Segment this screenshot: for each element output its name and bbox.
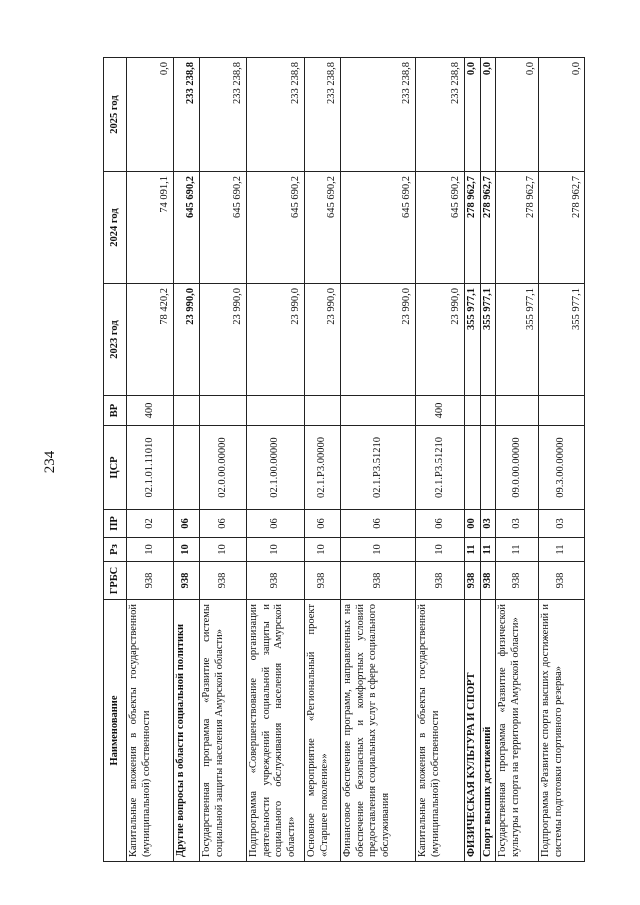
table-row: [305, 58, 341, 862]
row-csr: [480, 426, 496, 510]
row-pr: 06: [247, 510, 305, 538]
row-rz: 10: [247, 538, 305, 562]
row-rz: 10: [127, 538, 174, 562]
table-row: [200, 58, 247, 862]
row-grbs: 938: [416, 562, 465, 600]
header-rz: Рз: [104, 538, 127, 562]
row-vr: [247, 396, 305, 426]
row-vr: [539, 396, 585, 426]
row-name: Финансовое обеспечение программ, направленных на обеспечение безопасных и комфортных условий предоставления социальных услуг в сфере социального обслуживания: [341, 600, 416, 862]
table-row: [416, 58, 465, 862]
row-csr: 02.1.P3.00000: [305, 426, 341, 510]
row-pr: 03: [539, 510, 585, 538]
row-pr: 06: [416, 510, 465, 538]
row-2024: 278 962,7: [480, 172, 496, 284]
row-2025: 0,0: [539, 58, 585, 172]
row-vr: 400: [127, 396, 174, 426]
row-rz: 11: [465, 538, 481, 562]
row-grbs: 938: [247, 562, 305, 600]
table-row: [174, 58, 200, 862]
row-name: Капитальные вложения в объекты государственной (муниципальной) собственности: [416, 600, 465, 862]
row-pr: 06: [341, 510, 416, 538]
row-vr: [174, 396, 200, 426]
row-pr: 02: [127, 510, 174, 538]
row-grbs: 938: [200, 562, 247, 600]
table-row: [480, 58, 496, 862]
row-2025: 0,0: [496, 58, 539, 172]
row-2025: 0,0: [127, 58, 174, 172]
row-grbs: 938: [341, 562, 416, 600]
row-2024: 278 962,7: [496, 172, 539, 284]
table-row: [341, 58, 416, 862]
table-row: [465, 58, 481, 862]
row-name: Основное мероприятие «Региональный проект «Старшее поколение»»: [305, 600, 341, 862]
row-csr: 02.1.00.00000: [247, 426, 305, 510]
row-grbs: 938: [496, 562, 539, 600]
row-grbs: 938: [480, 562, 496, 600]
row-pr: 00: [465, 510, 481, 538]
row-2024: 278 962,7: [539, 172, 585, 284]
row-pr: 03: [496, 510, 539, 538]
row-csr: 02.1.P3.51210: [416, 426, 465, 510]
row-rz: 11: [480, 538, 496, 562]
row-csr: 02.1.P3.51210: [341, 426, 416, 510]
row-vr: [305, 396, 341, 426]
row-2025: 233 238,8: [341, 58, 416, 172]
row-2025: 233 238,8: [247, 58, 305, 172]
header-pr: ПР: [104, 510, 127, 538]
row-rz: 10: [305, 538, 341, 562]
page-number: 234: [42, 450, 58, 474]
row-vr: [465, 396, 481, 426]
table-row: [539, 58, 585, 862]
row-name: Подпрограмма «Совершенствование организации деятельности учреждений социальной защиты и социального обслуживания населения Амурской области»: [247, 600, 305, 862]
row-2023: 355 977,1: [496, 284, 539, 396]
row-2024: 74 091,1: [127, 172, 174, 284]
row-2023: 23 990,0: [341, 284, 416, 396]
header-2024: 2024 год: [104, 172, 127, 284]
row-grbs: 938: [539, 562, 585, 600]
row-2024: 278 962,7: [465, 172, 481, 284]
row-2024: 645 690,2: [341, 172, 416, 284]
row-2023: 23 990,0: [305, 284, 341, 396]
row-rz: 10: [174, 538, 200, 562]
header-row: [104, 58, 127, 862]
header-csr: ЦСР: [104, 426, 127, 510]
row-csr: 09.0.00.00000: [496, 426, 539, 510]
row-2023: 355 977,1: [480, 284, 496, 396]
row-2025: 0,0: [465, 58, 481, 172]
row-2025: 233 238,8: [416, 58, 465, 172]
row-grbs: 938: [465, 562, 481, 600]
row-grbs: 938: [305, 562, 341, 600]
budget-table: [103, 57, 585, 862]
row-name: ФИЗИЧЕСКАЯ КУЛЬТУРА И СПОРТ: [465, 600, 481, 862]
row-pr: 06: [200, 510, 247, 538]
rotated-table-wrapper: [103, 58, 582, 862]
row-2025: 233 238,8: [174, 58, 200, 172]
row-2025: 233 238,8: [200, 58, 247, 172]
row-csr: [174, 426, 200, 510]
row-csr: 09.3.00.00000: [539, 426, 585, 510]
header-2023: 2023 год: [104, 284, 127, 396]
row-vr: 400: [416, 396, 465, 426]
row-2025: 233 238,8: [305, 58, 341, 172]
row-rz: 10: [200, 538, 247, 562]
table-row: [496, 58, 539, 862]
row-csr: 02.1.01.11010: [127, 426, 174, 510]
row-csr: 02.0.00.00000: [200, 426, 247, 510]
row-grbs: 938: [127, 562, 174, 600]
row-2023: 23 990,0: [247, 284, 305, 396]
header-2025: 2025 год: [104, 58, 127, 172]
row-name: Государственная программа «Развитие системы социальной защиты населения Амурской области»: [200, 600, 247, 862]
table-row: [127, 58, 174, 862]
row-name: Государственная программа «Развитие физической культуры и спорта на территории Амурской области»: [496, 600, 539, 862]
row-pr: 03: [480, 510, 496, 538]
row-pr: 06: [174, 510, 200, 538]
row-2023: 23 990,0: [174, 284, 200, 396]
row-name: Подпрограмма «Развитие спорта высших достижений и системы подготовки спортивного резерва»: [539, 600, 585, 862]
row-2024: 645 690,2: [305, 172, 341, 284]
row-rz: 10: [341, 538, 416, 562]
header-name: Наименование: [104, 600, 127, 862]
row-csr: [465, 426, 481, 510]
row-2025: 0,0: [480, 58, 496, 172]
row-2024: 645 690,2: [247, 172, 305, 284]
row-2024: 645 690,2: [174, 172, 200, 284]
row-vr: [200, 396, 247, 426]
row-rz: 10: [416, 538, 465, 562]
row-2024: 645 690,2: [416, 172, 465, 284]
header-vr: ВР: [104, 396, 127, 426]
row-pr: 06: [305, 510, 341, 538]
row-2023: 355 977,1: [539, 284, 585, 396]
row-vr: [480, 396, 496, 426]
row-grbs: 938: [174, 562, 200, 600]
row-name: Капитальные вложения в объекты государственной (муниципальной) собственности: [127, 600, 174, 862]
row-2024: 645 690,2: [200, 172, 247, 284]
table-row: [247, 58, 305, 862]
row-vr: [341, 396, 416, 426]
row-name: Другие вопросы в области социальной политики: [174, 600, 200, 862]
row-2023: 23 990,0: [416, 284, 465, 396]
row-2023: 23 990,0: [200, 284, 247, 396]
row-vr: [496, 396, 539, 426]
row-2023: 78 420,2: [127, 284, 174, 396]
row-name: Спорт высших достижений: [480, 600, 496, 862]
row-2023: 355 977,1: [465, 284, 481, 396]
row-rz: 11: [496, 538, 539, 562]
row-rz: 11: [539, 538, 585, 562]
header-grbs: ГРБС: [104, 562, 127, 600]
